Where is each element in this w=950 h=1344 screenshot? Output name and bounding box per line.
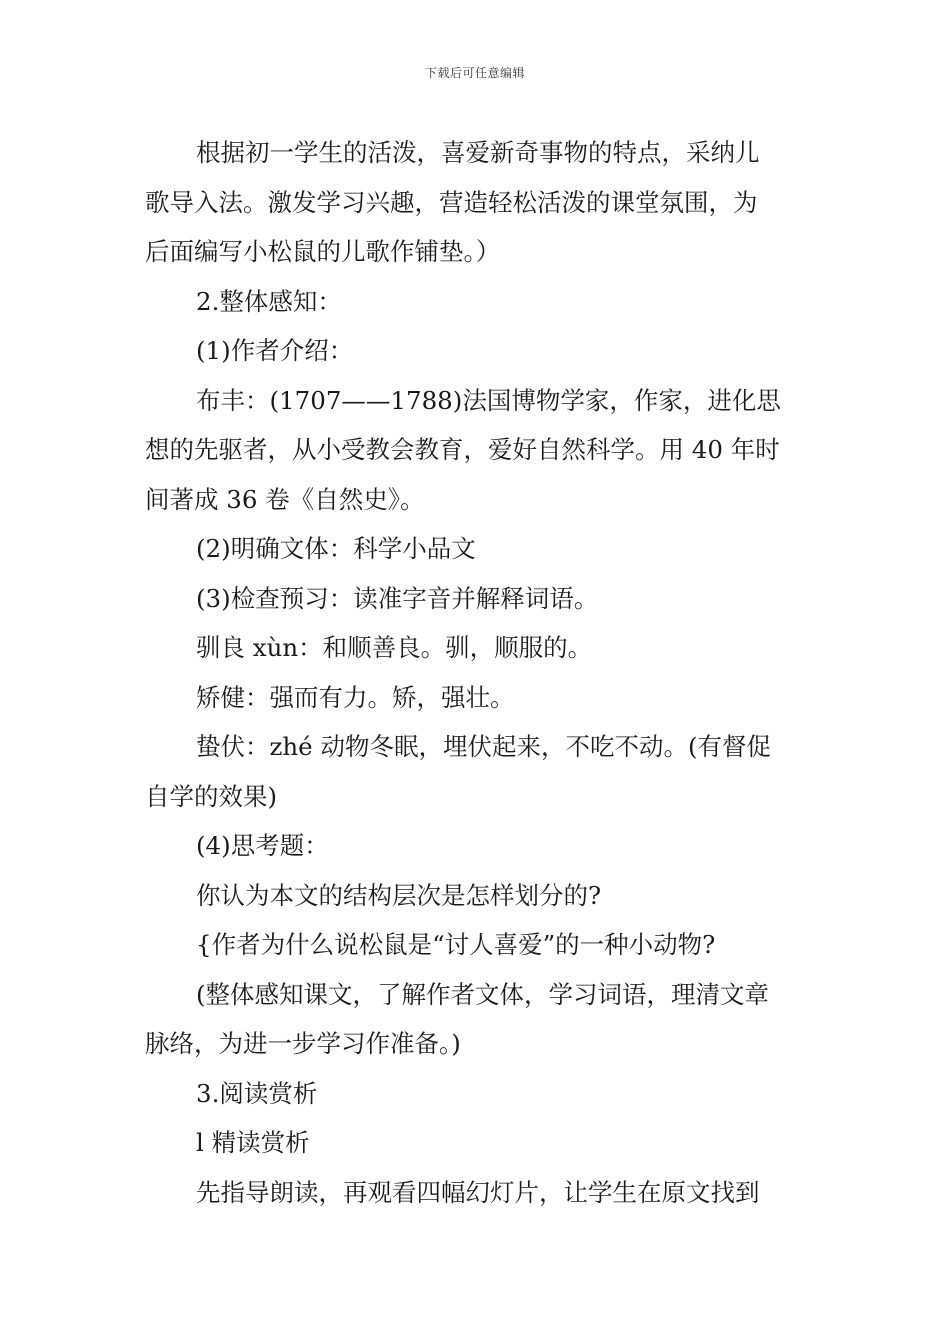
page-header: 下载后可任意编辑 [424,66,525,80]
vocab-entry: 驯良 xùn：和顺善良。驯，顺服的。 [196,633,593,662]
subsection-heading: (4)思考题： [196,831,329,860]
subsection-heading: (2)明确文体：科学小品文 [196,534,476,563]
text-line: (整体感知课文，了解作者文体，学习词语，理清文章 [196,979,770,1009]
vocab-entry: 矫健：强而有力。矫，强壮。 [196,682,515,712]
subsection-heading: (1)作者介绍： [196,336,354,365]
section-heading: 3.阅读赏析 [196,1078,318,1108]
text-line: 自学的效果) [145,781,278,811]
vocab-entry: 蛰伏：zhé 动物冬眠，埋伏起来，不吃不动。(有督促 [196,732,772,761]
section-heading: 2.整体感知： [196,286,342,316]
subsection-heading: (3)检查预习：读准字音并解释词语。 [196,583,599,613]
text-line: 脉络，为进一步学习作准备。) [145,1029,461,1058]
text-line: 歌导入法。激发学习兴趣，营造轻松活泼的课堂氛围，为 [145,187,758,217]
text-line: 根据初一学生的活泼，喜爱新奇事物的特点，采纳儿 [196,138,760,167]
text-line: 先指导朗读，再观看四幅幻灯片，让学生在原文找到 [196,1177,760,1207]
text-line: 布丰：(1707——1788)法国博物学家，作家，进化思 [196,385,781,415]
question-line: 你认为本文的结构层次是怎样划分的? [196,880,602,910]
question-line: {作者为什么说松鼠是“讨人喜爱”的一种小动物? [196,930,716,959]
subsection-heading: l 精读赏析 [196,1128,310,1157]
document-body [145,128,807,1217]
text-line: 想的先驱者，从小受教会教育，爱好自然科学。用 40 年时 [145,435,780,464]
text-line: 间著成 36 卷《自然史》。 [145,484,425,514]
text-line: 后面编写小松鼠的儿歌作铺垫。） [145,237,501,266]
